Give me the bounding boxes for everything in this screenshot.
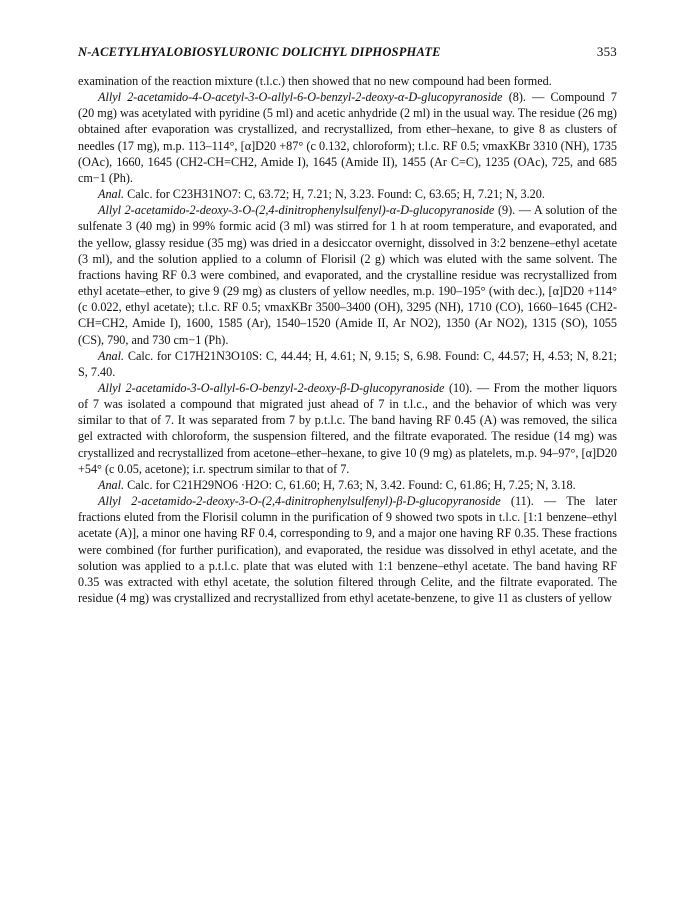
- paragraph-compound-11: Allyl 2-acetamido-2-deoxy-3-O-(2,4-dinitrophenylsulfenyl)-β-D-glucopyranoside (11). — The later fractions eluted from the Florisil column in the purification of 9 showed two spots in t.l.c. [1:1 benzene–ethyl acetate (A)], a minor one having RF 0.4, corresponding to 9, and a major one having RF 0.35. These fractions were combined (for further purification), and evaporated, the residue was dissolved in ethyl acetate, and the solution was applied to a p.t.l.c. plate that was eluted with 1:1 benzene–ethyl acetate. The band having RF 0.35 was extracted with ethyl acetate, the solution filtered through Celite, and the filtrate evaporated. The residue (4 mg) was crystallized and recrystallized from ethyl acetate-benzene, to give 11 as clusters of yellow: [78, 494, 618, 605]
- analysis-label: Anal.: [98, 187, 125, 202]
- analysis-label: Anal.: [98, 348, 125, 363]
- compound-heading: Allyl 2-acetamido-4-O-acetyl-3-O-allyl-6-O-benzyl-2-deoxy-α-D-glucopyranoside: [98, 90, 503, 105]
- paragraph-continuation: examination of the reaction mixture (t.l.c.) then showed that no new compound had been formed.: [78, 74, 552, 88]
- running-title: N-ACETYLHYALOBIOSYLURONIC DOLICHYL DIPHOSPHATE: [78, 45, 441, 59]
- article-body: [78, 73, 617, 606]
- compound-heading: Allyl 2-acetamido-2-deoxy-3-O-(2,4-dinitrophenylsulfenyl)-β-D-glucopyranoside: [98, 494, 501, 509]
- analysis-label: Anal.: [98, 477, 125, 492]
- page-number: 353: [596, 44, 617, 59]
- paragraph-analysis-8: Anal. Calc. for C23H31NO7: C, 63.72; H, 7.21; N, 3.23. Found: C, 63.65; H, 7.21; N, 3.20.: [98, 187, 545, 202]
- paragraph-compound-10: Allyl 2-acetamido-3-O-allyl-6-O-benzyl-2-deoxy-β-D-glucopyranoside (10). — From the mother liquors of 7 was isolated a compound that migrated just ahead of 7 in t.l.c., and the behavior of which was very similar to that of 7. It was separated from 7 by p.t.l.c. The band having RF 0.45 (A) was removed, the silica gel extracted with chloroform, the suspension filtered, and the filtrate evaporated. The residue (14 mg) was crystallized and recrystallized from acetone–ether–hexane, to give 10 (9 mg) as platelets, m.p. 94–97°, [α]D20 +54° (c 0.05, acetone); i.r. spectrum similar to that of 7.: [78, 380, 618, 476]
- compound-heading: Allyl 2-acetamido-3-O-allyl-6-O-benzyl-2-deoxy-β-D-glucopyranoside: [98, 380, 445, 395]
- paragraph-analysis-10: Anal. Calc. for C21H29NO6 ·H2O: C, 61.60; H, 7.63; N, 3.42. Found: C, 61.86; H, 7.25; N, 3.18.: [98, 477, 576, 492]
- paragraph-compound-9: Allyl 2-acetamido-2-deoxy-3-O-(2,4-dinitrophenylsulfenyl)-α-D-glucopyranoside (9). — A solution of the sulfenate 3 (40 mg) in 99% formic acid (3 ml) was stirred for 1 h at room temperature, and evaporated, and the yellow, glassy residue (35 mg) was dried in a desiccator overnight, dissolved in 3:2 benzene–ethyl acetate (3 ml), and the solution applied to a column of Florisil (2 g) which was eluted with the same solvent. The fractions having RF 0.3 were combined, and evaporated, and the crystalline residue was recrystallized from ethyl acetate–ether, to give 9 (29 mg) as clusters of yellow needles, m.p. 190–195° (with dec.), [α]D20 +114° (c 0.022, ethyl acetate); t.l.c. RF 0.5; νmaxKBr 3500–3400 (OH), 3295 (NH), 1710 (CO), 1660–1645 (CH2-CH=CH2, Amide I), 1600, 1585 (Ar), 1540–1520 (Amide II, Ar NO2), 1350 (Ar NO2), 1315 (SO), 1055 (CS), 790, and 730 cm−1 (Ph).: [78, 203, 618, 347]
- paragraph-compound-8: Allyl 2-acetamido-4-O-acetyl-3-O-allyl-6-O-benzyl-2-deoxy-α-D-glucopyranoside (8). — Compound 7 (20 mg) was acetylated with pyridine (5 ml) and acetic anhydride (2 ml) in the usual way. The residue (26 mg) obtained after evaporation was crystallized, and recrystallized, from ether–hexane, to give 8 as clusters of needles (17 mg), m.p. 113–114°, [α]D20 +87° (c 0.132, chloroform); t.l.c. RF 0.5; νmaxKBr 3310 (NH), 1735 (OAc), 1660, 1645 (CH2-CH=CH2, Amide I), 1645 (Amide II), 1455 (Ar C=C), 1235 (OAc), 725, and 685 cm−1 (Ph).: [78, 90, 617, 185]
- paragraph-analysis-9: Anal. Calc. for C17H21N3O10S: C, 44.44; H, 4.61; N, 9.15; S, 6.98. Found: C, 44.57; H, 4.53; N, 8.21; S, 7.40.: [78, 348, 618, 379]
- compound-heading: Allyl 2-acetamido-2-deoxy-3-O-(2,4-dinitrophenylsulfenyl)-α-D-glucopyranoside: [98, 203, 495, 218]
- running-header: [78, 44, 617, 60]
